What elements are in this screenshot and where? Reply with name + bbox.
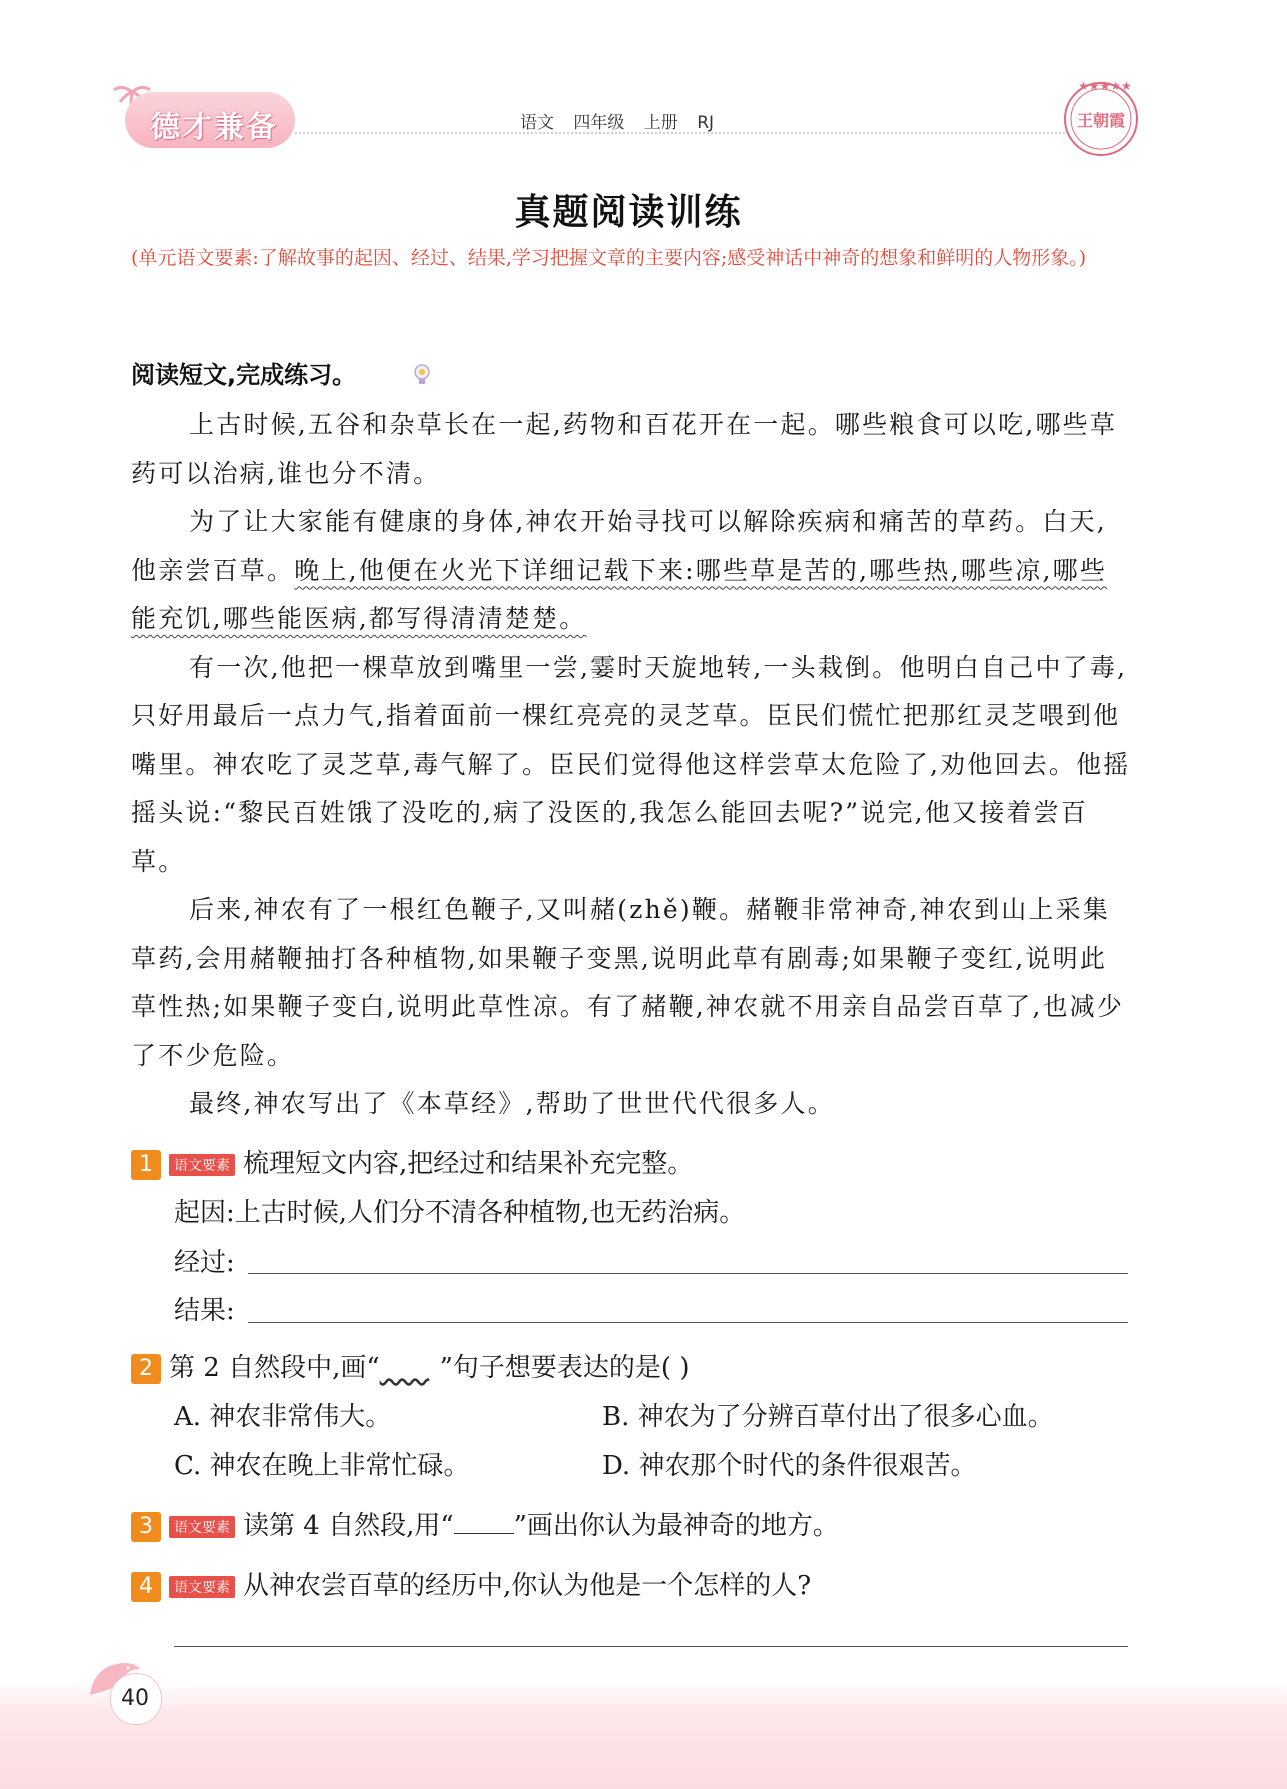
question-text-part-1: 第 2 自然段中,画“ [169,1353,380,1383]
wavy-underlined-sentence: 晚上,他便在火光下详细记载下来:哪些草是苦的,哪些热,哪些凉,哪些能充饥,哪些能医病,都写得清清楚楚。 [131,555,1108,633]
question-1 [131,1143,693,1180]
unit-language-elements: (单元语文要素:了解故事的起因、经过、结果,学习把握文章的主要内容;感受神话中神奇的想象和鲜明的人物形象。) [131,247,1087,269]
question-4 [131,1565,811,1602]
passage-paragraph-3: 有一次,他把一棵草放到嘴里一尝,霎时天旋地转,一头栽倒。他明白自己中了毒,只好用最后一点力气,指着面前一棵红亮亮的灵芝草。臣民们慌忙把那红灵芝喂到他嘴里。神农吃了灵芝草,毒气解了。臣民们觉得他这样尝草太危险了,劝他回去。他摇摇头说:“黎民百姓饿了没吃的,病了没医的,我怎么能回去呢?”说完,他又接着尝百草。 [131,652,1131,876]
lightbulb-icon [412,363,432,387]
process-answer-line[interactable] [248,1273,1128,1274]
option-b[interactable]: B. 神农为了分辨百草付出了很多心血。 [602,1402,1054,1432]
passage-paragraph-2-part-1: 为了让大家能有健康的身体,神农开始寻找可以解除疾病和痛苦的草药。白天,他亲尝百草。 [131,507,1107,585]
page-title: 真题阅读训练 [514,192,743,233]
footer-band [0,1680,1287,1789]
passage-paragraph-5: 最终,神农写出了《本草经》,帮助了世世代代很多人。 [189,1089,835,1118]
question-text: 从神农尝百草的经历中,你认为他是一个怎样的人? [243,1571,812,1601]
wavy-line-mark [380,1353,440,1375]
question-number: 4 [131,1572,161,1602]
question-1-process-label: 经过: [174,1248,235,1278]
passage-paragraph-1: 上古时候,五谷和杂草长在一起,药物和百花开在一起。哪些粮食可以吃,哪些草药可以治病,谁也分不清。 [131,410,1118,488]
svg-text:★★★★★: ★★★★★ [1078,79,1132,93]
option-c[interactable]: C. 神农在晚上非常忙碌。 [174,1451,470,1481]
option-a[interactable]: A. 神农非常伟大。 [174,1402,392,1432]
page-header [0,0,1287,150]
result-answer-line[interactable] [248,1322,1128,1323]
reading-instruction: 阅读短文,完成练习。 [131,361,357,389]
question-number: 2 [131,1354,161,1384]
subject-line: 语文 四年级 上册 RJ [520,113,715,133]
question-1-cause: 起因:上古时候,人们分不清各种植物,也无药治病。 [174,1198,746,1228]
question-1-result-label: 结果: [174,1296,235,1326]
passage-paragraph-4: 后来,神农有了一根红色鞭子,又叫赭(zhě)鞭。赭鞭非常神奇,神农到山上采集草药,会用赭鞭抽打各种植物,如果鞭子变黑,说明此草有剧毒;如果鞭子变红,说明此草性热;如果鞭子变白,说明此草性凉。有了赭鞭,神农就不用亲自品尝百草了,也减少了不少危险。 [131,895,1125,1070]
question-text-part-2: ”画出你认为最神奇的地方。 [513,1511,839,1541]
question-2 [131,1347,690,1384]
brand-logo-text: 德才兼备 [150,110,278,145]
question-number: 1 [131,1150,161,1180]
question-text-part-2: ”句子想要表达的是( ) [439,1353,690,1383]
question-text-part-1: 读第 4 自然段,用“ [243,1511,454,1541]
page-number: 40 [121,1686,149,1711]
answer-line[interactable] [174,1646,1128,1647]
straight-line-mark [454,1513,514,1534]
reading-passage [131,401,1131,1129]
language-element-tag: 语文要素 [169,1576,235,1598]
author-seal-icon [1058,76,1144,162]
language-element-tag: 语文要素 [169,1154,235,1176]
language-element-tag: 语文要素 [169,1516,235,1538]
question-3 [131,1505,839,1542]
option-d[interactable]: D. 神农那个时代的条件很艰苦。 [602,1451,977,1481]
passage-paragraph-2 [131,498,1131,644]
question-text: 梳理短文内容,把经过和结果补充完整。 [243,1149,694,1179]
svg-text:王朝霞: 王朝霞 [1076,111,1126,130]
question-number: 3 [131,1512,161,1542]
